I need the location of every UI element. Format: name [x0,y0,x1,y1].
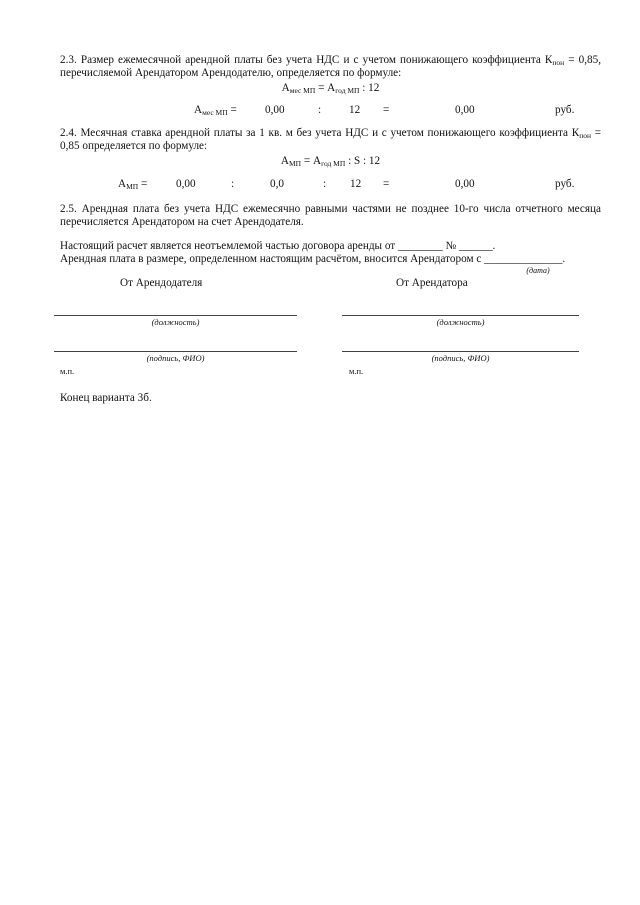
calc-operator: : [318,104,322,116]
paragraph-2-3 [60,54,601,80]
calc-value: 12 [349,104,361,116]
lessor-title: От Арендодателя [120,277,203,289]
date-caption: (дата) [526,266,550,275]
lessee-stamp: м.п. [349,366,364,376]
calc-label: АМП = [118,178,148,191]
lessee-position-line [342,315,579,316]
paragraph-2-5: 2.5. Арендная плата без учета НДС ежемесячно равными частями не позднее 10-го числа отчетного месяца перечисляется Арендатором на счет Арендодателя. [60,203,601,228]
calc-label: Амес МП = [194,104,237,117]
subscript: пон [579,131,591,140]
formula-part: А [280,155,289,167]
calc-operator: = [383,104,390,116]
calc-value: 0,00 [265,104,285,116]
calc-value: 0,0 [270,178,284,190]
formula-part: = А [301,155,322,167]
variant-end-note: Конец варианта 3б. [60,392,152,404]
formula-part: А [281,82,290,94]
formula-part: : 12 [359,82,380,94]
formula-sub: год МП [321,159,346,168]
lessee-sign-caption: (подпись, ФИО) [431,353,490,363]
paragraph-2-4 [60,127,601,153]
lessee-sign-line [342,351,579,352]
lessor-sign-line [54,351,297,352]
calc-result: 0,00 [455,104,475,116]
paragraph-text: 2.3. Размер ежемесячной арендной платы без учета НДС и с учетом понижающего коэффициента К [60,54,553,66]
formula-sub: МП [288,159,302,168]
subscript: пон [552,58,565,67]
lessor-position-caption: (должность) [151,317,200,327]
calc-value: 12 [350,178,362,190]
calc-operator: : [323,178,327,190]
formula-2-4 [60,155,601,168]
formula-2-3 [60,82,601,95]
lessor-position-line [54,315,297,316]
calc-operator: : [231,178,235,190]
calc-unit: руб. [555,104,575,116]
formula-sub: год МП [335,86,360,95]
calc-result: 0,00 [455,178,475,190]
closing-line-1: Настоящий расчет является неотъемлемой частью договора аренды от ________ № ______. [60,240,496,252]
formula-sub: мес МП [289,86,316,95]
paragraph-text: = 0,85 определяется по формуле: [60,127,602,152]
paragraph-text: = 0,85, перечисляемой Арендатором Арендодателю, определяется по формуле: [60,54,602,79]
calc-operator: = [383,178,390,190]
paragraph-text: 2.4. Месячная ставка арендной платы за 1 кв. м без учета НДС и с учетом понижающего коэффициента К [60,127,580,139]
calc-value: 0,00 [176,178,196,190]
lessee-position-caption: (должность) [436,317,485,327]
lessor-stamp: м.п. [60,366,75,376]
lessee-title: От Арендатора [396,277,468,289]
lessor-sign-caption: (подпись, ФИО) [146,353,205,363]
formula-part: = А [315,82,336,94]
calc-unit: руб. [555,178,575,190]
closing-line-2: Арендная плата в размере, определенном настоящим расчётом, вносится Арендатором с ______________. [60,253,566,265]
formula-part: : S : 12 [345,155,381,167]
